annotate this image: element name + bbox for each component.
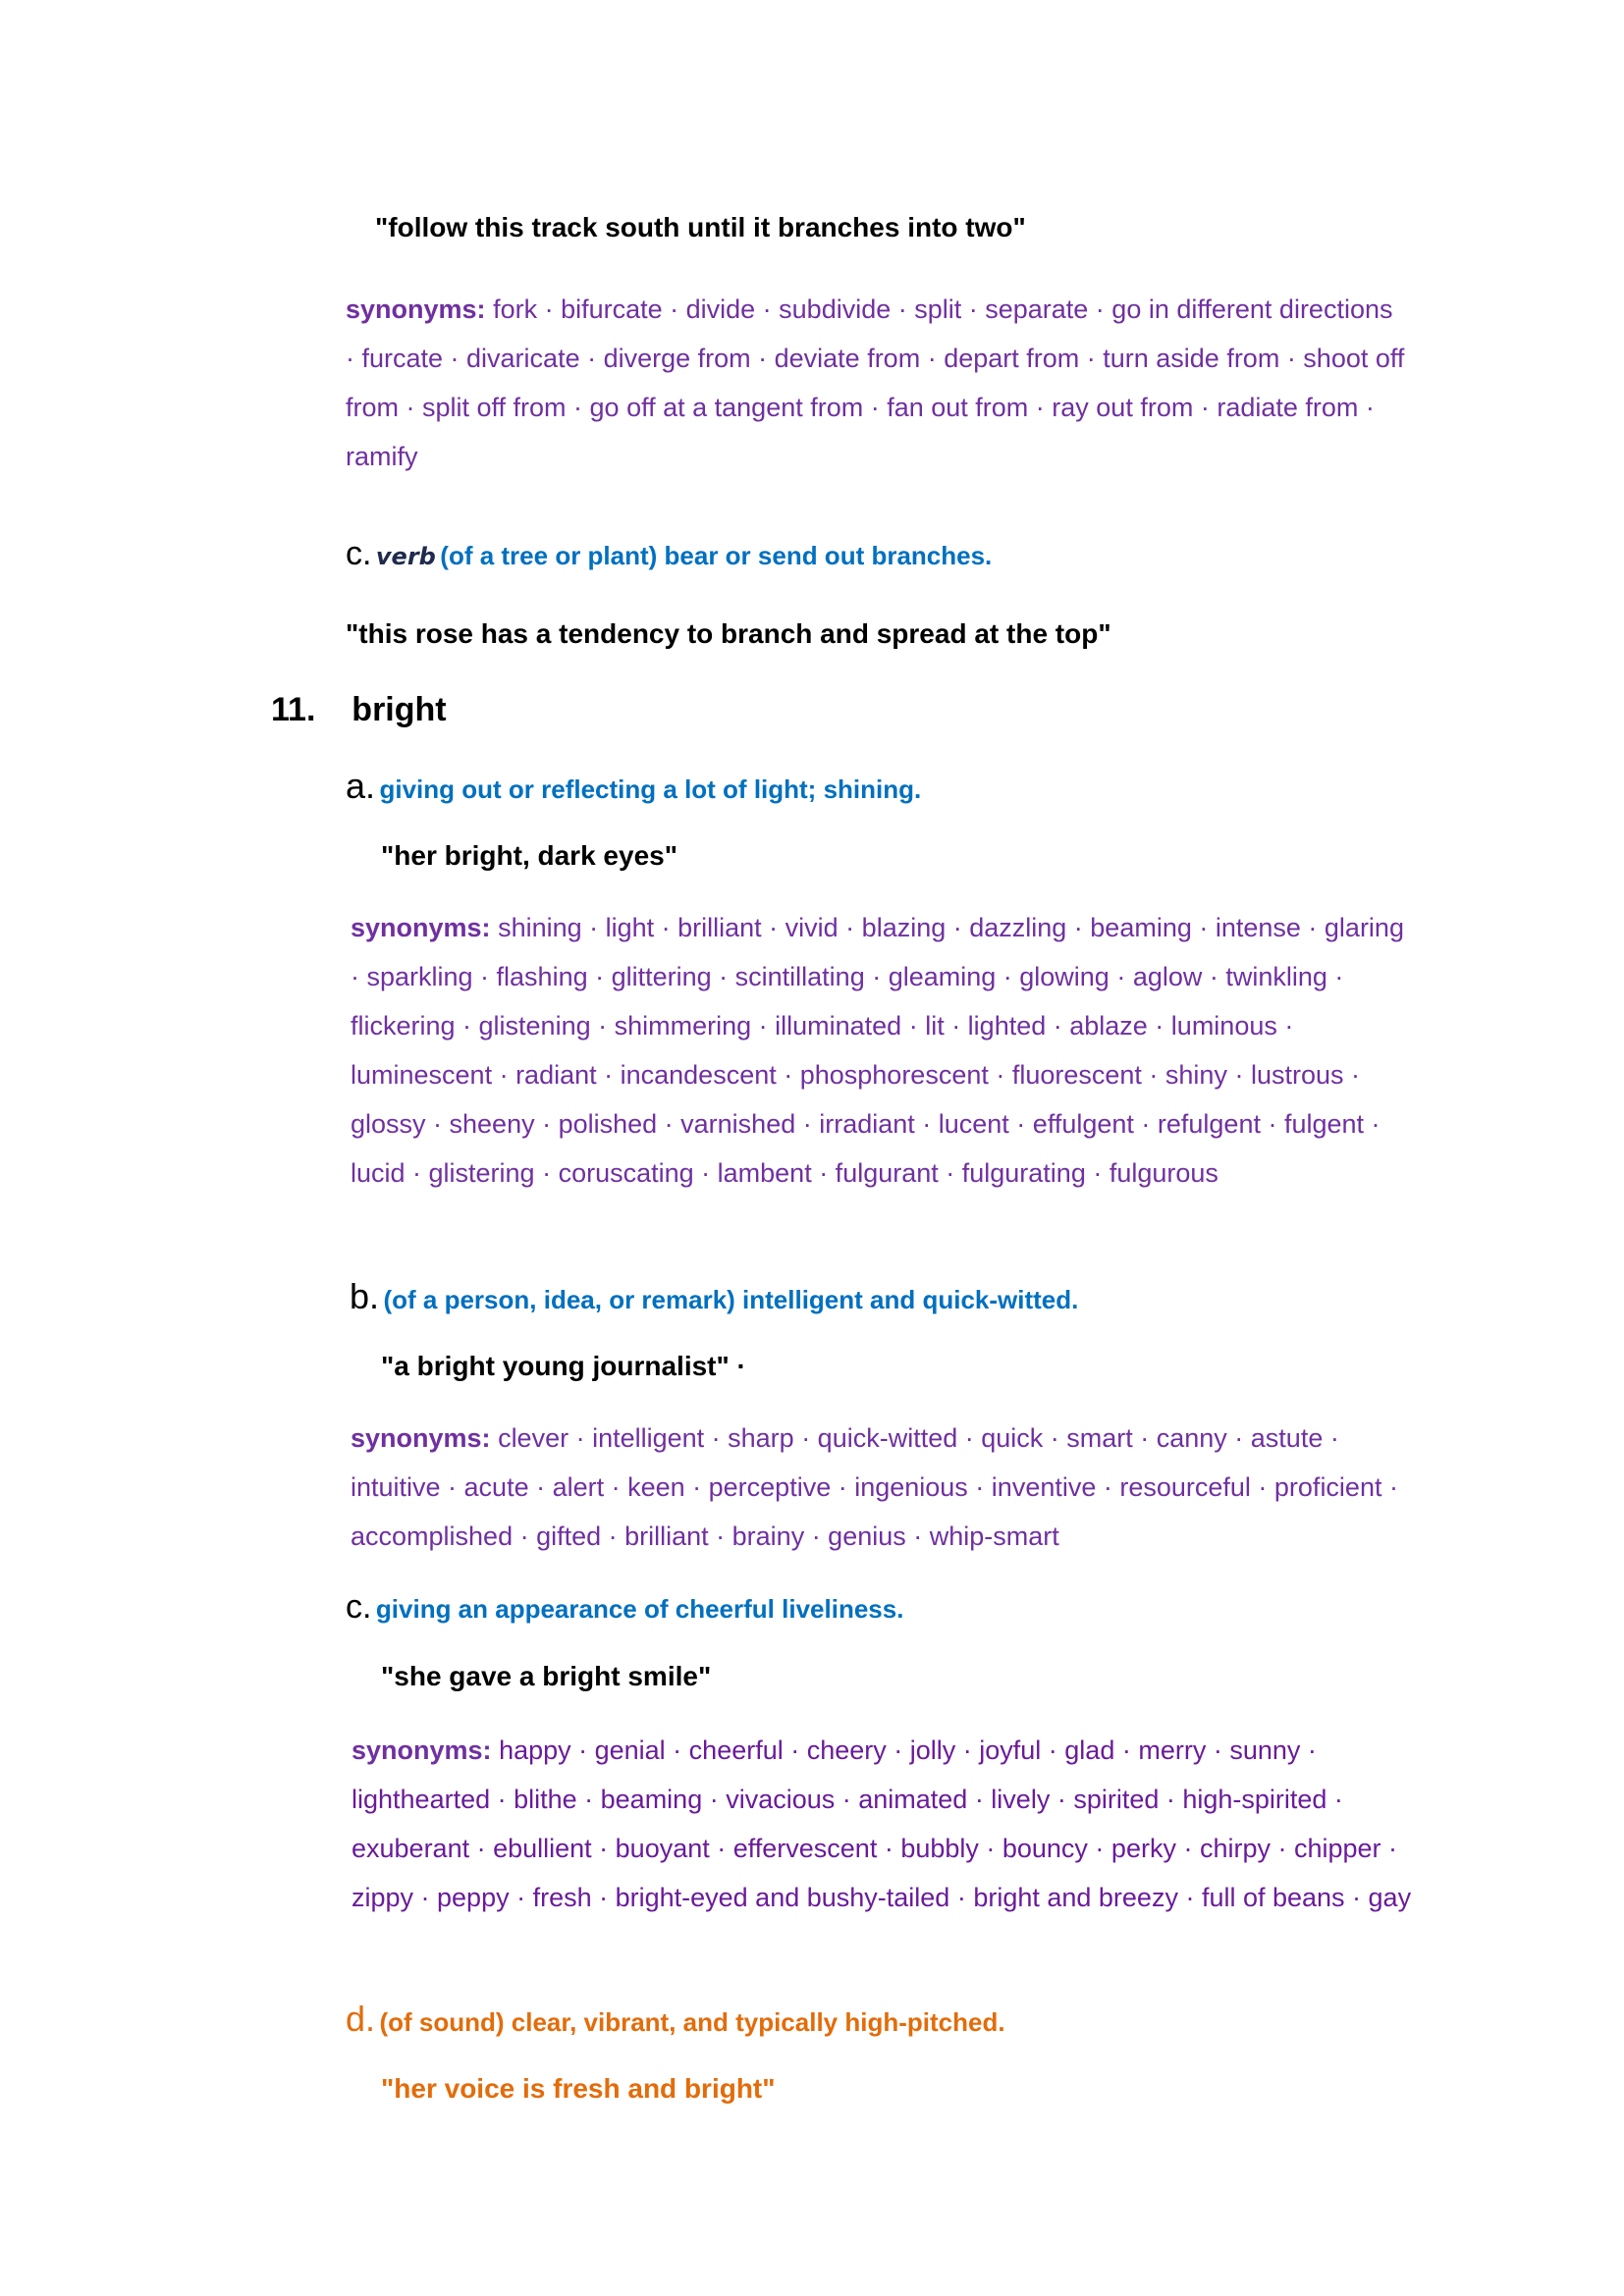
synonyms-block: [351, 1414, 1411, 1561]
synonyms-block: [351, 903, 1411, 1198]
synonyms-label: synonyms:: [351, 1423, 491, 1453]
synonyms-block: [352, 1726, 1412, 1922]
sense-definition: giving out or reflecting a lot of light; shining.: [379, 774, 922, 804]
sense-letter: c.: [346, 535, 372, 572]
synonyms-list: clever · intelligent · sharp · quick-witted · quick · smart · canny · astute · intuitive · acute · alert · keen · perceptive · ingenious · inventive · resourceful · proficient · accomplished · gifted · brilliant · brainy · genius · whip-smart: [351, 1423, 1398, 1551]
part-of-speech: verb: [375, 543, 436, 570]
synonyms-block: [346, 285, 1406, 481]
sense-letter: c.: [346, 1588, 372, 1626]
example-quote: "her bright, dark eyes": [381, 840, 677, 871]
sense-b: [350, 1276, 1078, 1317]
sense-letter: d.: [346, 1999, 376, 2039]
synonyms-label: synonyms:: [351, 913, 491, 942]
sense-c: [346, 1588, 903, 1627]
example-quote: "follow this track south until it branches into two": [375, 212, 1026, 242]
sense-definition: giving an appearance of cheerful liveliness.: [375, 1594, 904, 1624]
example-quote: "this rose has a tendency to branch and spread at the top": [346, 618, 1111, 649]
synonyms-list: shining · light · brilliant · vivid · blazing · dazzling · beaming · intense · glaring · sparkling · flashing · glittering · scintillating · gleaming · glowing · aglow · twinkling · flickering · glistening · shimmering · illuminated · lit · lighted · ablaze · luminous · luminescent · radiant · incandescent · phosphorescent · fluorescent · shiny · lustrous · glossy · sheeny · polished · varnished · irradiant · lucent · effulgent · refulgent · fulgent · lucid · glistering · coruscating · lambent · fulgurant · fulgurating · fulgurous: [351, 913, 1404, 1188]
example-quote: "she gave a bright smile": [381, 1661, 712, 1691]
sense-definition: (of a person, idea, or remark) intelligent and quick-witted.: [383, 1285, 1079, 1314]
sense-definition: (of sound) clear, vibrant, and typically high-pitched.: [379, 2007, 1005, 2037]
synonyms-label: synonyms:: [352, 1735, 492, 1765]
sense-letter: b.: [350, 1276, 380, 1316]
sense-definition: (of a tree or plant) bear or send out branches.: [440, 541, 993, 570]
sense-d: [346, 1999, 1005, 2040]
example-quote: "a bright young journalist" ·: [381, 1351, 746, 1381]
entry-word: bright: [352, 691, 447, 728]
entry-number: 11.: [271, 691, 316, 728]
synonyms-list: fork · bifurcate · divide · subdivide · split · separate · go in different directions · furcate · divaricate · diverge from · deviate from · depart from · turn aside from · shoot off from · split off from · go off at a tangent from · fan out from · ray out from · radiate from · ramify: [346, 294, 1405, 471]
sense-c-prev: [346, 535, 992, 573]
synonyms-label: synonyms:: [346, 294, 486, 324]
example-quote: "her voice is fresh and bright": [381, 2073, 776, 2104]
synonyms-list: happy · genial · cheerful · cheery · jolly · joyful · glad · merry · sunny · lighthearted · blithe · beaming · vivacious · animated · lively · spirited · high-spirited · exuberant · ebullient · buoyant · effervescent · bubbly · bouncy · perky · chirpy · chipper · zippy · peppy · fresh · bright-eyed and bushy-tailed · bright and breezy · full of beans · gay: [352, 1735, 1412, 1912]
sense-letter: a.: [346, 766, 376, 806]
sense-a: [346, 766, 921, 807]
entry-heading: [271, 691, 447, 729]
